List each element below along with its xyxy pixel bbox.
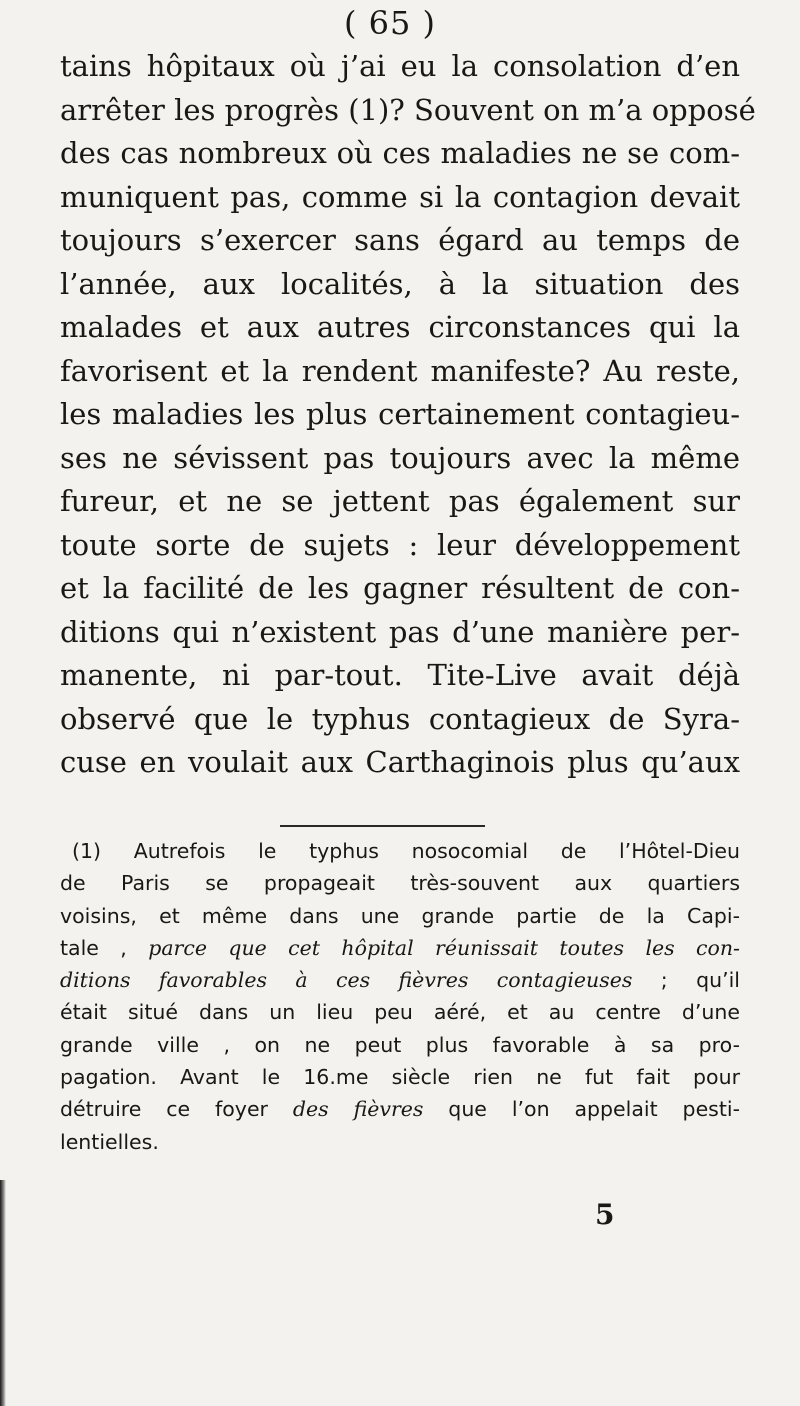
footnote-line: était situé dans un lieu peu aéré, et au centre d’une xyxy=(60,1000,740,1025)
footnote-line xyxy=(60,964,740,996)
body-line: manente, ni par-tout. Tite-Live avait déjà xyxy=(60,658,740,692)
footnote-italic-text: ditions favorables à ces fièvres contagieuses xyxy=(60,968,633,993)
page-number: ( 65 ) xyxy=(343,4,437,42)
footnote-rule xyxy=(280,825,485,827)
body-line: les maladies les plus certainement contagieu- xyxy=(60,397,740,431)
body-line: ditions qui n’existent pas d’une manière per- xyxy=(60,614,740,649)
body-line: muniquent pas, comme si la contagion devait xyxy=(60,179,740,214)
body-line: observé que le typhus contagieux de Syra- xyxy=(60,701,740,736)
footnote xyxy=(60,835,740,1158)
body-line: toute sorte de sujets : leur développement xyxy=(60,527,740,562)
footnote-line: grande ville , on ne peut plus favorable à sa pro- xyxy=(60,1032,740,1057)
body-line: ses ne sévissent pas toujours avec la même xyxy=(60,440,740,475)
footnote-line: voisins, et même dans une grande partie de la Capi- xyxy=(60,903,740,928)
body-text xyxy=(60,45,756,785)
body-line: et la facilité de les gagner résultent de con- xyxy=(60,571,740,605)
footnote-text: que l’on appelait pesti- xyxy=(423,1097,740,1122)
body-line: favorisent et la rendent manifeste? Au reste, xyxy=(60,353,740,388)
body-line: des cas nombreux où ces maladies ne se com- xyxy=(60,136,740,170)
footnote-text: ; qu’il xyxy=(632,968,740,993)
footnote-line: de Paris se propageait très-souvent aux quartiers xyxy=(60,871,740,896)
footnote-italic-text: parce que cet hôpital réunissait toutes les con- xyxy=(148,935,740,960)
body-line: fureur, et ne se jettent pas également sur xyxy=(60,484,740,518)
body-line: malades et aux autres circonstances qui la xyxy=(60,310,740,344)
footnote-italic-text: des fièvres xyxy=(292,1097,424,1122)
page-edge-shadow xyxy=(0,1180,6,1406)
signature-mark: 5 xyxy=(595,1198,615,1231)
footnote-line xyxy=(60,932,740,964)
footnote-line: (1) Autrefois le typhus nosocomial de l’Hôtel-Dieu xyxy=(72,839,740,863)
body-line: toujours s’exercer sans égard au temps de xyxy=(60,223,740,257)
footnote-text: détruire ce foyer xyxy=(60,1097,293,1122)
body-line: tains hôpitaux où j’ai eu la consolation d’en xyxy=(60,49,740,83)
footnote-line: lentielles. xyxy=(60,1129,159,1154)
footnote-text: tale , xyxy=(60,935,149,960)
body-line: arrêter les progrès (1)? Souvent on m’a opposé xyxy=(60,92,756,127)
footnote-line: pagation. Avant le 16.me siècle rien ne fut fait pour xyxy=(60,1065,740,1090)
body-line: cuse en voulait aux Carthaginois plus qu’aux xyxy=(60,745,740,779)
footnote-line xyxy=(60,1093,740,1125)
body-line: l’année, aux localités, à la situation des xyxy=(60,266,740,301)
